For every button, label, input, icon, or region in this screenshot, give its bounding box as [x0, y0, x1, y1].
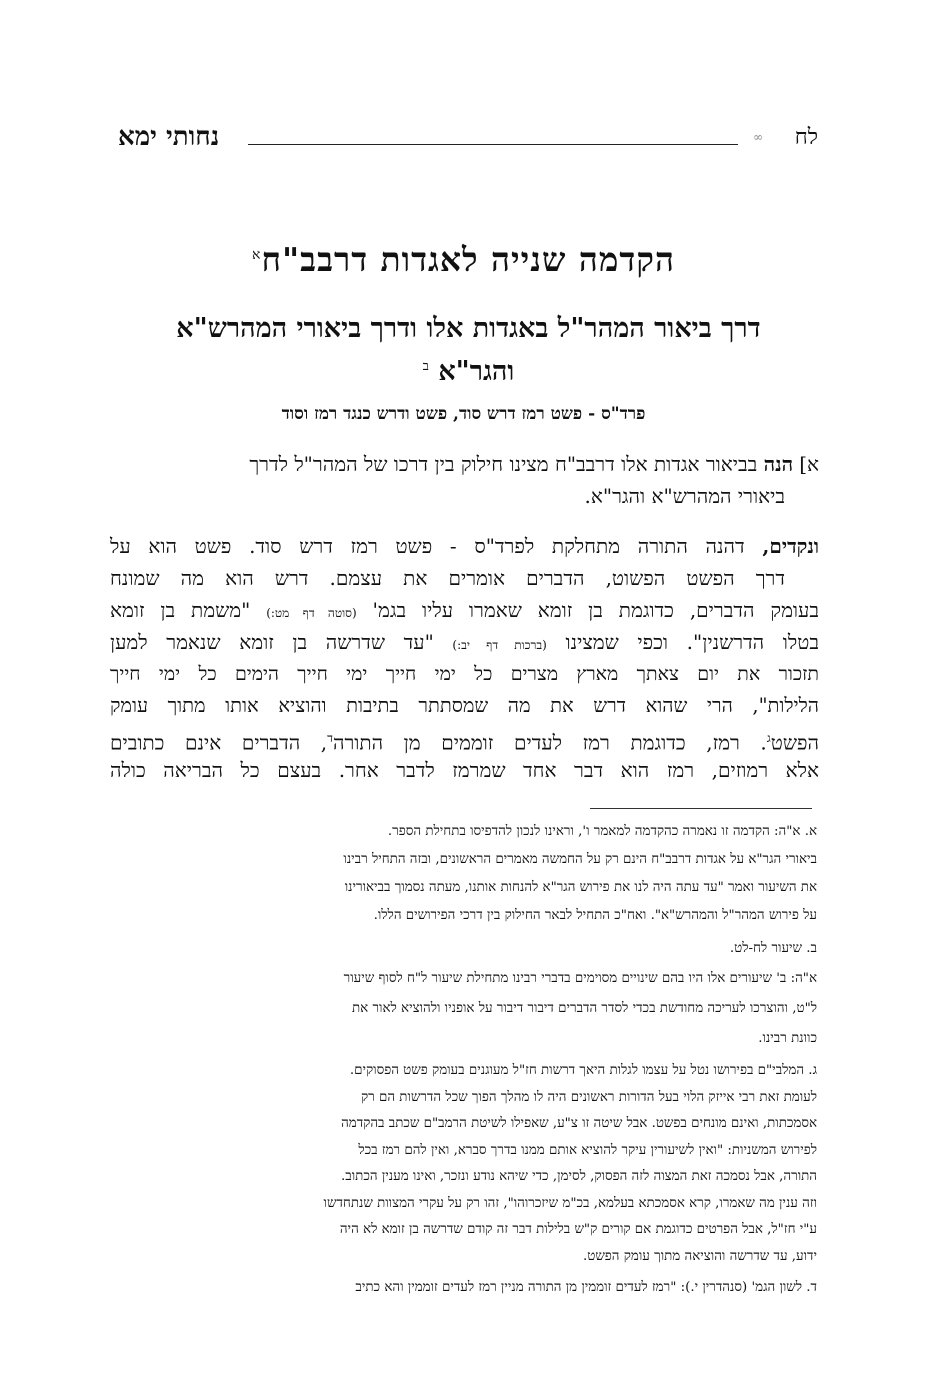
subtitle-note-mark[interactable]: ב	[422, 359, 429, 374]
footnote-b	[110, 934, 817, 1054]
opening-word: הנה	[763, 452, 794, 476]
footnote-line: וזה ענין מה שאמרו, קרא אסמכתא בעלמא, בכ"מ שיזכרוהו", זהו רק על עקרי המצוות שנתחדשו	[323, 1195, 817, 1211]
body-line: דרך הפשט הפשוט, הדברים אומרים את עצמם. דרש הוא מה שמונח	[110, 566, 785, 590]
source-reference: (ברכות דף יב:)	[452, 638, 547, 652]
body-line: הפשט$^ג$. רמז, כדוגמת רמז לעדים זוממים מן התורה$^ד$, הדברים אינם כתובים	[110, 730, 819, 755]
section-heading: פרד"ס - פשט רמז דרש סוד, פשט ודרש כנגד רמז וסוד	[281, 404, 646, 424]
paragraph-1-line-2: ביאורי המהרש"א והגר"א.	[584, 484, 785, 508]
footnote-line: התורה, אבל נסמכה זאת המצוה לזה הפסוק, לסימן, כדי שיהא נודע ונזכר, ואינו מענין הכתוב.	[341, 1169, 817, 1184]
footnote-line: לפירוש המשניות: "ואין לשיעורין עיקר להוציא אותם ממנו בדרך סברא, ואין להם רמז בכל	[358, 1142, 817, 1158]
body-line: בטלו הדרשנין". וכפי שמצינו (ברכות דף יב:) "עד שדרשה בן זומא שנאמר למען	[110, 630, 819, 654]
footnote-line: ב. שיעור לח-לט.	[729, 941, 817, 956]
body-line: הלילות", הרי שהוא דרש את מה שמסתתר בתיבות והוציא אותו מתוך עומק	[110, 694, 819, 717]
footnote-line: אסמכתות, ואינם מונחים בפשט. אבל שיטה זו צ"ע, שאפילו לשיטת הרמב"ם שכתב בהקדמה	[341, 1116, 817, 1131]
footnote-line: כוונת רבינו.	[758, 1031, 817, 1046]
footnote-line: ד. לשון הגמ' (סנהדרין י.): "רמז לעדים זוממין מן התורה מניין רמז לעדים זוממין והא כתיב	[355, 1280, 817, 1295]
footnote-d	[110, 1274, 817, 1302]
footnote-separator	[590, 808, 812, 809]
footnote-line: לעומת זאת רבי אייזק הלוי בעל הדורות ראשונים היה לו מהלך הפוך שכל הדרשות הם רק	[360, 1089, 817, 1105]
paragraph-2	[110, 530, 819, 786]
footnote-a	[110, 818, 817, 930]
opening-word: ונקדים,	[762, 534, 820, 558]
footnote-line: ביאורי הגר"א על אגדות דרבב"ח הינם רק על החמשה מאמרים הראשונים, ובזה התחיל רבינו	[343, 852, 817, 867]
running-header	[118, 118, 818, 162]
body-line: אלא רמוזים, רמז הוא דבר אחד שמרמז לדבר אחר. בעצם כל הבריאה כולה	[110, 758, 819, 782]
header-ornament: ∞	[753, 130, 763, 144]
paragraph-label: א]	[799, 452, 819, 476]
title-note-mark[interactable]: א	[252, 247, 262, 263]
source-reference: (סוטה דף מט:)	[266, 606, 357, 620]
subtitle-line-1: דרך ביאור המהר"ל באגדות אלו ודרך ביאורי המהרש"א	[176, 313, 761, 344]
body-line: בעומק הדברים, כדוגמת בן זומא שאמרו עליו בגמ' (סוטה דף מט:) "משמת בן זומא	[110, 598, 819, 622]
footnote-mark-dalet[interactable]: ד	[327, 731, 333, 745]
footnote-line: על פירוש המהר"ל והמהרש"א". ואח"כ התחיל לבאר החילוק בין דרכי הפירושים הללו.	[373, 908, 817, 923]
paragraph-1	[110, 448, 819, 512]
paragraph-1-line-1: בביאור אגדות אלו דרבב"ח מצינו חילוק בין דרכו של המהר"ל לדרך	[249, 452, 758, 476]
footnote-line: א. א"ה: הקדמה זו נאמרה כהקדמה למאמר ו', וראינו לנכון להדפיסו בתחילת הספר.	[387, 824, 817, 839]
body-line: תזכור את יום צאתך מארץ מצרים כל ימי חייך ימי חייך הימים כל ימי חייך	[110, 663, 819, 685]
chapter-title-text: הקדמה שנייה לאגדות דרבב"ח	[261, 240, 675, 279]
page-number: לח	[794, 125, 818, 150]
footnote-line: ג. המלבי"ם בפירושו נטל על עצמו לגלות היאך דרשות חז"ל מעוגנים בעומק פשט הפסוקים.	[349, 1063, 817, 1078]
footnote-line: ע"י חז"ל, אבל הפרטים כדוגמת אם קורים ק"ש בלילות דבר זה קודם שדרשה בן זומא לא היה	[339, 1222, 817, 1237]
chapter-subtitle	[120, 310, 817, 391]
footnotes	[110, 818, 817, 1306]
footnote-line: ידוע, עד שדרשה והוציאה מתוך עומק הפשט.	[582, 1248, 817, 1264]
book-title: נחותי ימא	[118, 122, 220, 152]
header-rule	[248, 144, 738, 145]
subtitle-line-2: והגר"א	[438, 356, 515, 387]
footnote-line: ל"ט, והוצרכו לעריכה מחודשת בכדי לסדר הדברים דיבור דיבור על אופניו ולהוציא לאור את	[352, 1001, 817, 1016]
body-line: ונקדים, דהנה התורה מתחלקת לפרד"ס - פשט רמז דרש סוד. פשט הוא על	[110, 534, 820, 558]
chapter-title	[110, 240, 817, 280]
footnote-mark-gimel[interactable]: ג	[766, 731, 771, 745]
footnote-line: א"ה: ב' שיעורים אלו היו בהם שינויים מסוימים בדברי רבינו מתחילת שיעור ל"ח לסוף שיעור	[343, 971, 817, 986]
footnote-line: את השיעור ואמר "עד עתה היה לנו את פירוש הגר"א להנחות אותנו, מעתה נסמוך בביאורינו	[344, 880, 817, 895]
footnote-g	[110, 1058, 817, 1270]
